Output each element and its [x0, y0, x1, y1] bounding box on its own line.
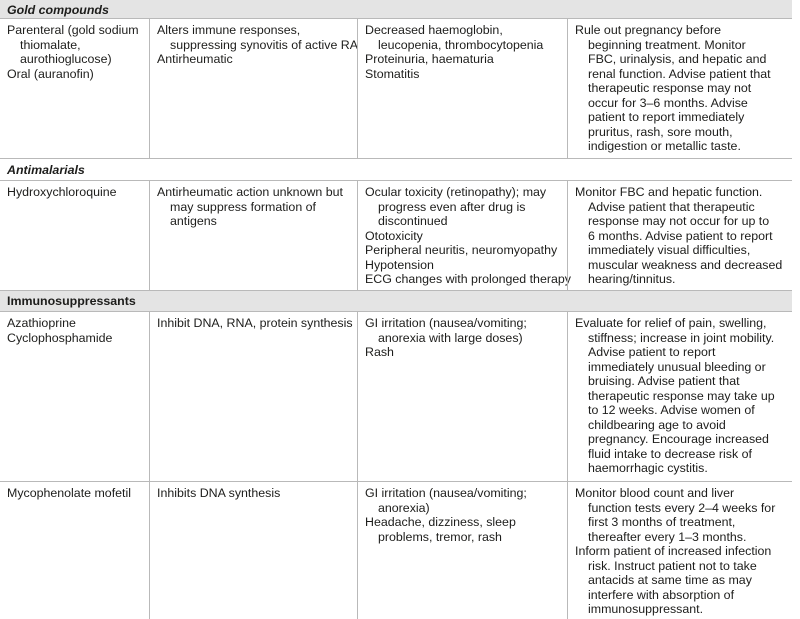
effect-line: progress even after drug is — [378, 199, 526, 214]
drug-line: Hydroxychloroquine — [7, 185, 117, 199]
action-line: Inhibits DNA synthesis — [157, 486, 281, 500]
effect-line: Peripheral neuritis, neuromyopathy — [365, 243, 558, 257]
nursing-cell — [567, 19, 792, 158]
effect-line: leucopenia, thrombocytopenia — [378, 37, 544, 52]
action-cell — [149, 482, 357, 619]
nursing-line: 6 months. Advise patient to report — [588, 228, 773, 243]
nursing-line: interfere with absorption of — [588, 587, 735, 602]
nursing-line: haemorrhagic cystitis. — [588, 461, 708, 475]
drug-line: aurothioglucose) — [20, 52, 112, 66]
drug-line: Cyclophosphamide — [7, 330, 113, 345]
effect-line: Hypotension — [365, 257, 434, 272]
nursing-line: patient to report immediately — [588, 110, 745, 124]
drug-line: Azathioprine — [7, 316, 76, 330]
action-line: Inhibit DNA, RNA, protein synthesis — [157, 316, 353, 330]
adverse-effects-cell — [357, 312, 567, 481]
effect-line: GI irritation (nausea/vomiting; — [365, 486, 527, 500]
section-title: Gold compounds — [7, 3, 109, 17]
nursing-line: pregnancy. Encourage increased — [588, 432, 769, 446]
table-row-hydroxychloroquine — [0, 181, 792, 291]
nursing-line: antacids at same time as may — [588, 573, 752, 587]
drug-cell — [0, 181, 149, 290]
nursing-line: response may not occur for up to — [588, 214, 770, 228]
adverse-effects-cell — [357, 181, 571, 290]
drug-cell — [0, 482, 149, 619]
effect-line: Stomatitis — [365, 66, 420, 81]
drug-cell — [0, 19, 149, 158]
nursing-line: fluid intake to decrease risk of — [588, 446, 752, 461]
action-line: may suppress formation of — [170, 199, 316, 214]
adverse-effects-cell — [357, 482, 567, 619]
table-row-gold-compounds — [0, 19, 792, 159]
nursing-line: pruritus, rash, sore mouth, — [588, 124, 733, 139]
drug-line: Oral (auranofin) — [7, 66, 94, 81]
drug-line: Parenteral (gold sodium — [7, 23, 139, 37]
nursing-line: function tests every 2–4 weeks for — [588, 500, 776, 515]
nursing-line: bruising. Advise patient that — [588, 374, 740, 388]
adverse-effects-cell — [357, 19, 567, 158]
effect-line: Proteinuria, haematuria — [365, 52, 494, 66]
action-line: suppressing synovitis of active RA — [170, 37, 359, 52]
section-header-gold-compounds — [0, 0, 792, 19]
nursing-line: Inform patient of increased infection — [575, 544, 772, 558]
action-line: antigens — [170, 214, 217, 228]
nursing-line: Evaluate for relief of pain, swelling, — [575, 316, 767, 330]
nursing-line: Advise patient that therapeutic — [588, 199, 755, 214]
drug-line: Mycophenolate mofetil — [7, 486, 131, 500]
nursing-line: Monitor blood count and liver — [575, 486, 735, 500]
nursing-line: beginning treatment. Monitor — [588, 37, 746, 52]
action-line: Alters immune responses, — [157, 23, 301, 37]
nursing-line: to 12 weeks. Advise women of — [588, 403, 755, 417]
nursing-line: immunosuppressant. — [588, 602, 704, 616]
nursing-line: therapeutic response may take up — [588, 388, 775, 403]
effect-line: Ototoxicity — [365, 228, 423, 243]
nursing-line: therapeutic response may not — [588, 81, 752, 95]
action-cell — [149, 312, 357, 481]
nursing-line: immediately unusual bleeding or — [588, 359, 766, 374]
effect-line: anorexia with large doses) — [378, 330, 523, 345]
nursing-line: occur for 3–6 months. Advise — [588, 95, 748, 110]
effect-line: discontinued — [378, 214, 448, 228]
nursing-line: childbearing age to avoid — [588, 417, 726, 432]
nursing-line: FBC, urinalysis, and hepatic and — [588, 52, 767, 66]
nursing-line: muscular weakness and decreased — [588, 257, 783, 272]
nursing-line: immediately visual difficulties, — [588, 243, 751, 257]
nursing-cell — [567, 312, 792, 481]
action-cell — [149, 19, 357, 158]
effect-line: GI irritation (nausea/vomiting; — [365, 316, 527, 330]
section-header-immunosuppressants — [0, 290, 792, 312]
nursing-line: Rule out pregnancy before — [575, 23, 722, 37]
effect-line: anorexia) — [378, 500, 430, 515]
section-header-antimalarials — [0, 159, 792, 181]
nursing-cell — [567, 181, 792, 290]
section-title: Antimalarials — [7, 163, 85, 177]
nursing-cell — [567, 482, 792, 619]
nursing-line: Monitor FBC and hepatic function. — [575, 185, 763, 199]
effect-line: Rash — [365, 345, 394, 359]
nursing-line: thereafter every 1–3 months. — [588, 529, 747, 544]
drug-cell — [0, 312, 149, 481]
action-line: Antirheumatic — [157, 52, 233, 66]
nursing-line: risk. Instruct patient not to take — [588, 558, 757, 573]
nursing-line: first 3 months of treatment, — [588, 515, 736, 529]
effect-line: ECG changes with prolonged therapy — [365, 272, 571, 286]
section-title: Immunosuppressants — [7, 294, 136, 308]
action-cell — [149, 181, 357, 290]
table-row-azathioprine — [0, 312, 792, 482]
nursing-line: hearing/tinnitus. — [588, 272, 676, 286]
nursing-line: Advise patient to report — [588, 345, 716, 359]
effect-line: problems, tremor, rash — [378, 529, 502, 544]
action-line: Antirheumatic action unknown but — [157, 185, 343, 199]
nursing-line: indigestion or metallic taste. — [588, 139, 741, 153]
nursing-line: renal function. Advise patient that — [588, 66, 771, 81]
effect-line: Ocular toxicity (retinopathy); may — [365, 185, 547, 199]
drug-line: thiomalate, — [20, 37, 81, 52]
nursing-line: stiffness; increase in joint mobility. — [588, 330, 775, 345]
table-row-mycophenolate — [0, 482, 792, 619]
effect-line: Headache, dizziness, sleep — [365, 515, 516, 529]
effect-line: Decreased haemoglobin, — [365, 23, 503, 37]
